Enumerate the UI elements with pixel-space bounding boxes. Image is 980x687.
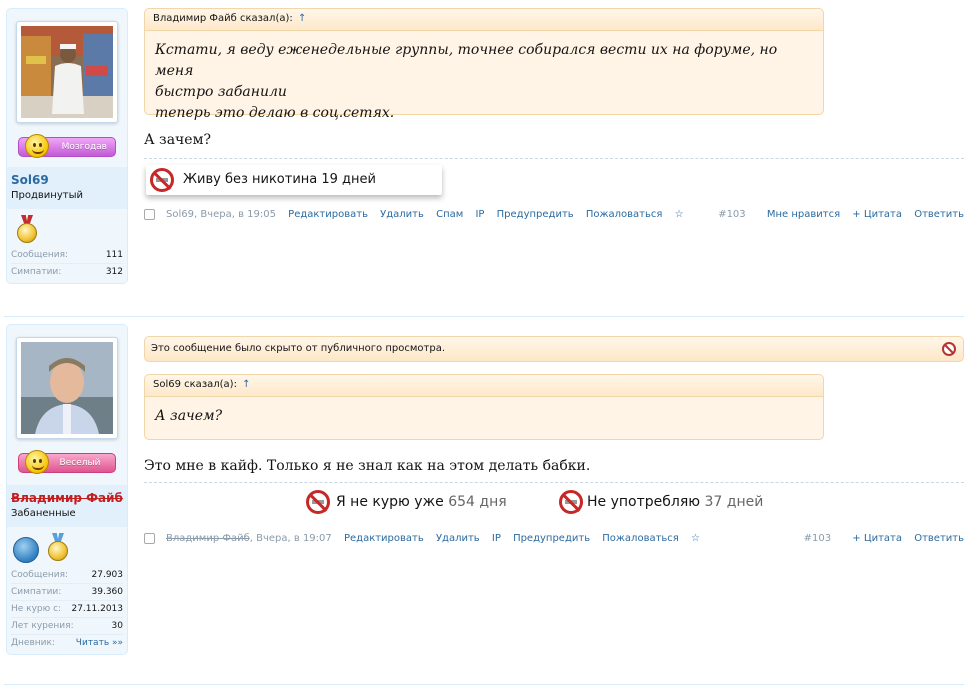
hidden-notice <box>144 336 964 362</box>
post-author[interactable]: Sol69 <box>166 209 194 220</box>
mood-label: Мозгодав <box>61 142 107 152</box>
stat-value: 312 <box>105 267 123 277</box>
signature-divider <box>144 482 964 483</box>
user-title: Забаненные <box>11 508 76 519</box>
diary-link[interactable]: Читать »» <box>75 638 123 648</box>
stat-row <box>11 567 123 584</box>
star-icon[interactable]: ☆ <box>674 209 684 220</box>
stat-value: 111 <box>105 250 123 260</box>
signature-banner <box>146 165 442 195</box>
quote-text <box>145 397 823 436</box>
hidden-icon[interactable] <box>942 342 956 356</box>
smiley-icon <box>25 450 49 474</box>
signature-divider <box>144 158 964 159</box>
quote-arrow-link[interactable]: ↑ <box>297 13 307 24</box>
quote-block <box>144 8 824 121</box>
message-text: Это мне в кайф. Только я не знал как на этом делать бабки. <box>144 458 591 474</box>
stat-row <box>11 584 123 601</box>
signature-text: Живу без никотина 19 дней <box>183 172 376 187</box>
select-checkbox[interactable] <box>144 209 155 220</box>
stat-label: Сообщения: <box>11 570 69 580</box>
user-title: Продвинутый <box>11 190 83 201</box>
stat-label: Лет курения: <box>11 621 74 631</box>
quote-text <box>145 31 823 133</box>
signature-number: 37 <box>704 494 723 510</box>
smiley-icon <box>25 134 49 158</box>
medal-icon[interactable] <box>16 215 38 245</box>
stat-label: Дневник: <box>11 638 55 648</box>
username[interactable]: Владимир Файб <box>11 491 123 505</box>
select-checkbox[interactable] <box>144 533 155 544</box>
post-divider <box>4 316 964 317</box>
user-info <box>6 324 128 655</box>
report-link[interactable]: Пожаловаться <box>602 533 679 544</box>
medal-icon[interactable] <box>47 533 69 563</box>
stat-label: Не курю с: <box>11 604 62 614</box>
username[interactable]: Sol69 <box>11 173 49 187</box>
spam-link[interactable]: Спам <box>436 209 464 220</box>
signature-text: Не употребляю <box>587 494 701 510</box>
post-number[interactable]: #103 <box>718 209 746 220</box>
post-date[interactable]: , Вчера, в 19:07 <box>249 533 332 544</box>
stat-value: 27.11.2013 <box>71 604 123 614</box>
no-smoking-icon <box>150 168 174 192</box>
quote-author: Владимир Файб сказал(а): <box>153 13 293 24</box>
star-icon[interactable]: ☆ <box>691 533 700 544</box>
post-meta <box>166 209 276 220</box>
post-footer <box>144 531 964 547</box>
mood-label: Веселый <box>59 458 101 468</box>
avatar-image <box>21 342 113 434</box>
signature-unit: дня <box>479 494 507 510</box>
stat-row <box>11 601 123 618</box>
quote-author: Sol69 сказал(а): <box>153 379 237 390</box>
ip-link[interactable]: IP <box>491 533 501 544</box>
ip-link[interactable]: IP <box>475 209 485 220</box>
stat-value: 30 <box>111 621 123 631</box>
quote-line: теперь это делаю в соц.сетях. <box>155 105 395 121</box>
award-icon[interactable] <box>13 537 39 563</box>
stat-row <box>11 618 123 635</box>
post-1 <box>0 0 980 316</box>
like-link[interactable]: Мне нравится <box>766 209 841 220</box>
avatar[interactable] <box>16 21 118 123</box>
signature-number: 654 <box>448 494 475 510</box>
quote-line: быстро забанили <box>155 84 287 100</box>
user-block <box>7 485 127 527</box>
warn-link[interactable]: Предупредить <box>496 209 574 220</box>
no-smoking-icon <box>559 490 583 514</box>
edit-link[interactable]: Редактировать <box>343 533 424 544</box>
stat-value: 39.360 <box>91 587 123 597</box>
message-text: А зачем? <box>144 132 211 148</box>
edit-link[interactable]: Редактировать <box>288 209 368 220</box>
quote-block <box>144 374 824 440</box>
mood-badge[interactable] <box>18 453 116 473</box>
stat-label: Симпатии: <box>11 267 62 277</box>
delete-link[interactable]: Удалить <box>380 209 424 220</box>
quote-header <box>145 9 823 31</box>
report-link[interactable]: Пожаловаться <box>585 209 663 220</box>
quote-line: А зачем? <box>155 408 223 424</box>
post-author[interactable]: Владимир Файб <box>166 533 250 544</box>
quote-link[interactable]: + Цитата <box>852 533 903 544</box>
user-block <box>7 167 127 209</box>
post-number[interactable]: #103 <box>803 533 832 544</box>
stat-value: 27.903 <box>91 570 123 580</box>
quote-header <box>145 375 823 397</box>
mood-badge[interactable] <box>18 137 116 157</box>
avatar-image <box>21 26 113 118</box>
warn-link[interactable]: Предупредить <box>513 533 591 544</box>
stat-label: Сообщения: <box>11 250 69 260</box>
post-2 <box>0 324 980 684</box>
quote-link[interactable]: + Цитата <box>852 209 903 220</box>
signature-text: Я не курю уже <box>336 494 444 510</box>
stat-row <box>11 264 123 281</box>
delete-link[interactable]: Удалить <box>435 533 480 544</box>
avatar[interactable] <box>16 337 118 439</box>
stat-row <box>11 635 123 652</box>
post-meta <box>166 533 332 544</box>
post-divider <box>4 684 964 685</box>
signature-unit: дней <box>726 494 764 510</box>
post-footer <box>144 207 964 223</box>
quote-arrow-link[interactable]: ↑ <box>242 379 251 390</box>
no-smoking-icon <box>306 490 330 514</box>
hidden-notice-text: Это сообщение было скрыто от публичного просмотра. <box>151 343 445 354</box>
post-date[interactable]: , Вчера, в 19:05 <box>193 209 276 220</box>
stat-label: Симпатии: <box>11 587 62 597</box>
user-stats <box>11 247 123 281</box>
reply-link[interactable]: Ответить <box>914 533 964 544</box>
reply-link[interactable]: Ответить <box>914 209 964 220</box>
quote-line: Кстати, я веду еженедельные группы, точнее собирался вести их на форуме, но меня <box>155 42 778 79</box>
stat-row <box>11 247 123 264</box>
user-info <box>6 8 128 284</box>
user-stats <box>11 567 123 652</box>
